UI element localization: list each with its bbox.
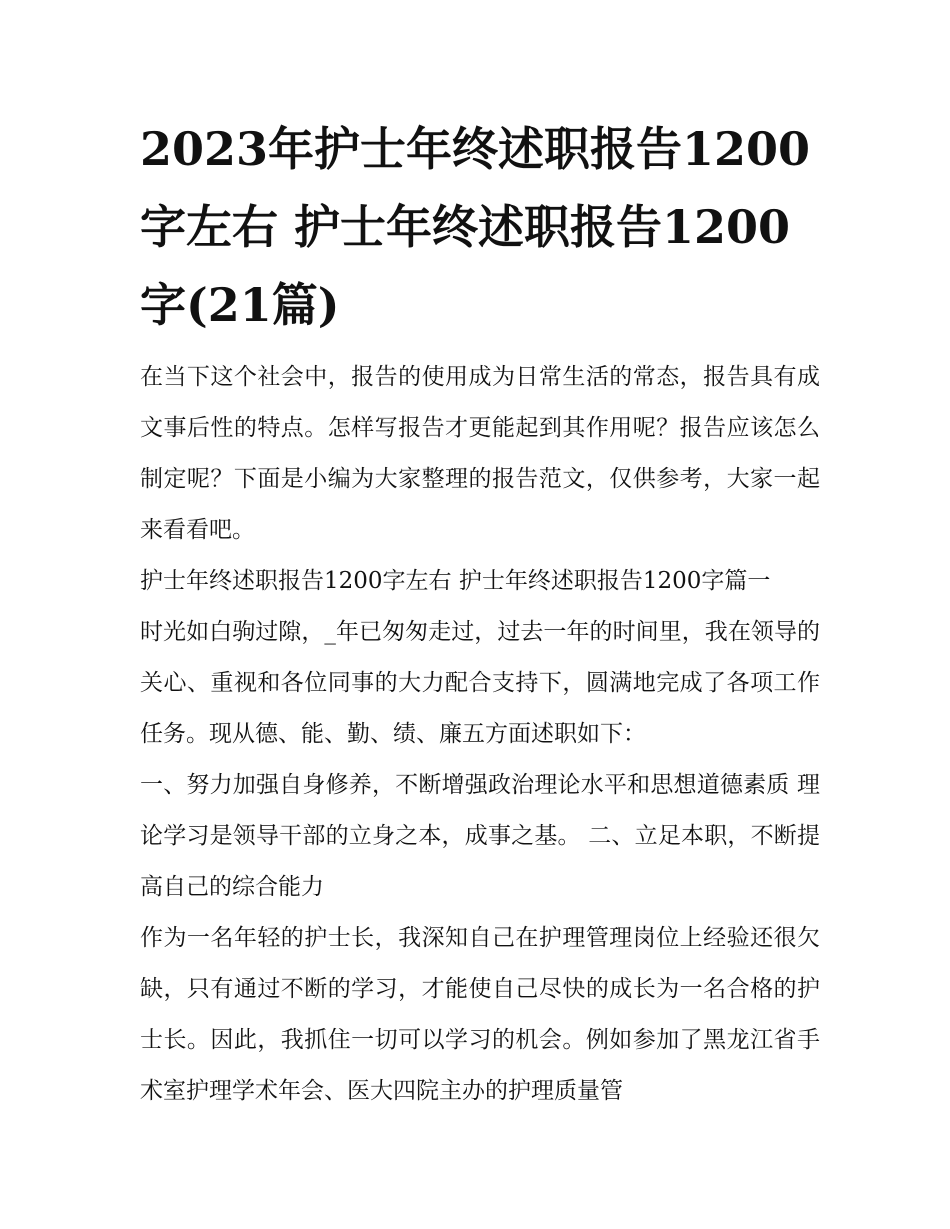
body-paragraph: 作为一名年轻的护士长，我深知自己在护理管理岗位上经验还很欠缺，只有通过不断的学习，才能使自己尽快的成长为一名合格的护士长。因此，我抓住一切可以学习的机会。例如参加了黑龙江省手术室护理学术年会、医大四院主办的护理质量管: [140, 925, 820, 1104]
document-body: [140, 352, 820, 1117]
document-title: 2023年护士年终述职报告1200字左右 护士年终述职报告1200字(21篇): [140, 122, 811, 332]
intro-paragraph: 在当下这个社会中，报告的使用成为日常生活的常态，报告具有成文事后性的特点。怎样写报告才更能起到其作用呢？报告应该怎么制定呢？下面是小编为大家整理的报告范文，仅供参考，大家一起来看看吧。: [140, 364, 820, 543]
body-paragraph: 一、努力加强自身修养，不断增强政治理论水平和思想道德素质 理论学习是领导干部的立身之本，成事之基。 二、立足本职，不断提高自己的综合能力: [140, 772, 820, 900]
body-paragraph: 时光如白驹过隙，_年已匆匆走过，过去一年的时间里，我在领导的关心、重视和各位同事的大力配合支持下，圆满地完成了各项工作任务。现从德、能、勤、绩、廉五方面述职如下：: [140, 619, 820, 747]
section-heading-paragraph: 护士年终述职报告1200字左右 护士年终述职报告1200字篇一: [140, 568, 771, 594]
